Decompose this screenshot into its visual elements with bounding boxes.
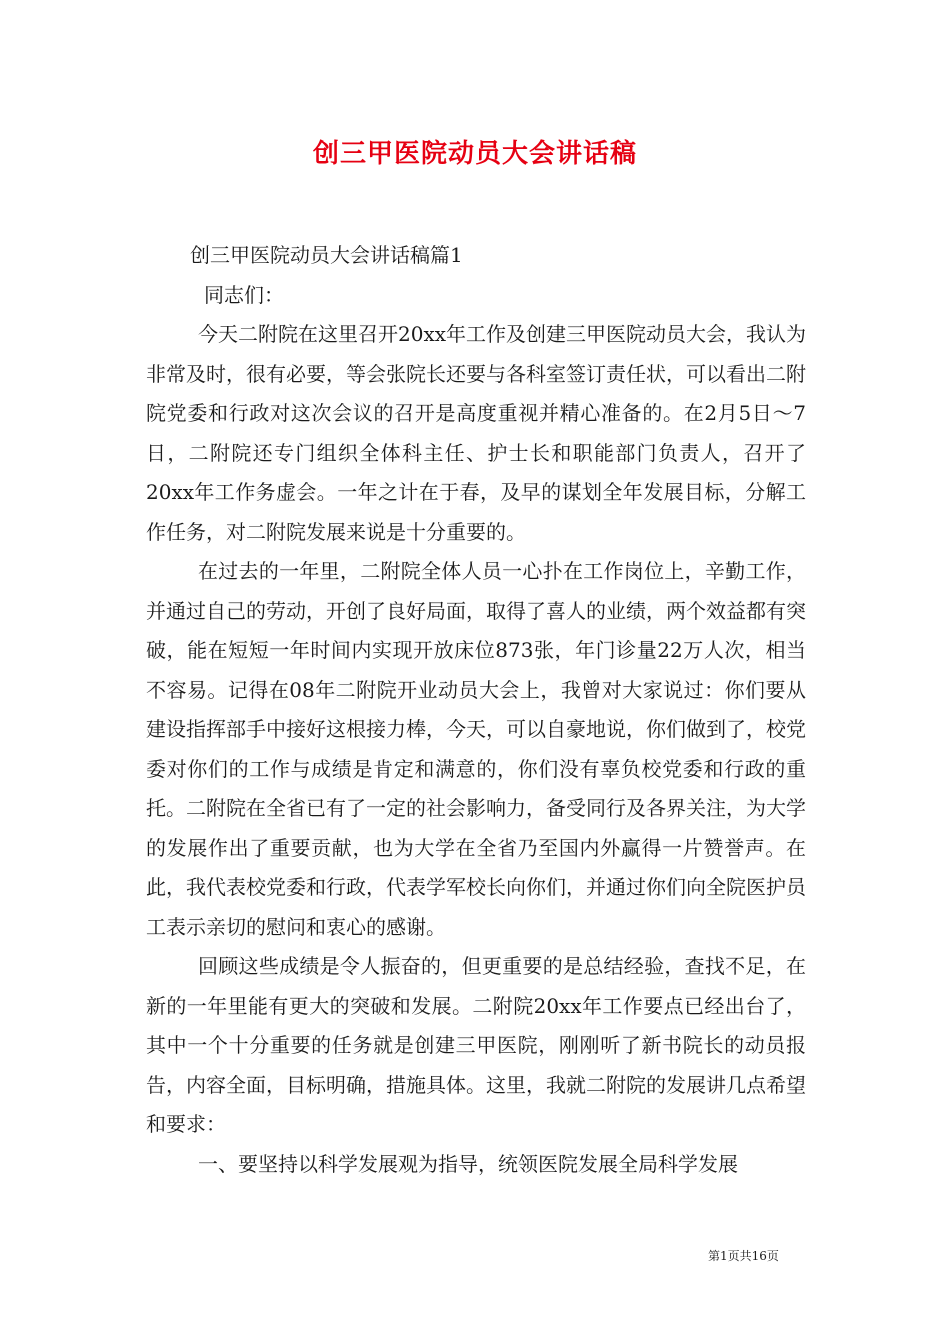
- paragraph-3: 回顾这些成绩是令人振奋的，但更重要的是总结经验，查找不足，在新的一年里能有更大的突破和发展。二附院20xx年工作要点已经出台了，其中一个十分重要的任务就是创建三甲医院，刚刚听了新书院长的动员报告，内容全面，目标明确，措施具体。这里，我就二附院的发展讲几点希望和要求：: [146, 954, 806, 1136]
- paragraph-4: 一、要坚持以科学发展观为指导，统领医院发展全局科学发展: [198, 1151, 738, 1176]
- page-number-footer: 第1页共16页: [708, 1249, 779, 1263]
- document-title: 创三甲医院动员大会讲话稿: [312, 139, 637, 169]
- greeting: 同志们：: [204, 282, 284, 307]
- paragraph-2: 在过去的一年里，二附院全体人员一心扑在工作岗位上，辛勤工作，并通过自己的劳动，开创了良好局面，取得了喜人的业绩，两个效益都有突破，能在短短一年时间内实现开放床位873张，年门诊量22万人次，相当不容易。记得在08年二附院开业动员大会上，我曾对大家说过：你们要从建设指挥部手中接好这根接力棒，今天，可以自豪地说，你们做到了，校党委对你们的工作与成绩是肯定和满意的，你们没有辜负校党委和行政的重托。二附院在全省已有了一定的社会影响力，备受同行及各界关注，为大学的发展作出了重要贡献，也为大学在全省乃至国内外赢得一片赞誉声。在此，我代表校党委和行政，代表学军校长向你们，并通过你们向全院医护员工表示亲切的慰问和衷心的感谢。: [146, 559, 806, 939]
- document-subtitle: 创三甲医院动员大会讲话稿篇1: [190, 243, 463, 267]
- paragraph-1: 今天二附院在这里召开20xx年工作及创建三甲医院动员大会，我认为非常及时，很有必要，等会张院长还要与各科室签订责任状，可以看出二附院党委和行政对这次会议的召开是高度重视并精心准备的。在2月5日～7日，二附院还专门组织全体科主任、护士长和职能部门负责人，召开了20xx年工作务虚会。一年之计在于春，及早的谋划全年发展目标，分解工作任务，对二附院发展来说是十分重要的。: [146, 322, 807, 544]
- document-body: [146, 236, 806, 1184]
